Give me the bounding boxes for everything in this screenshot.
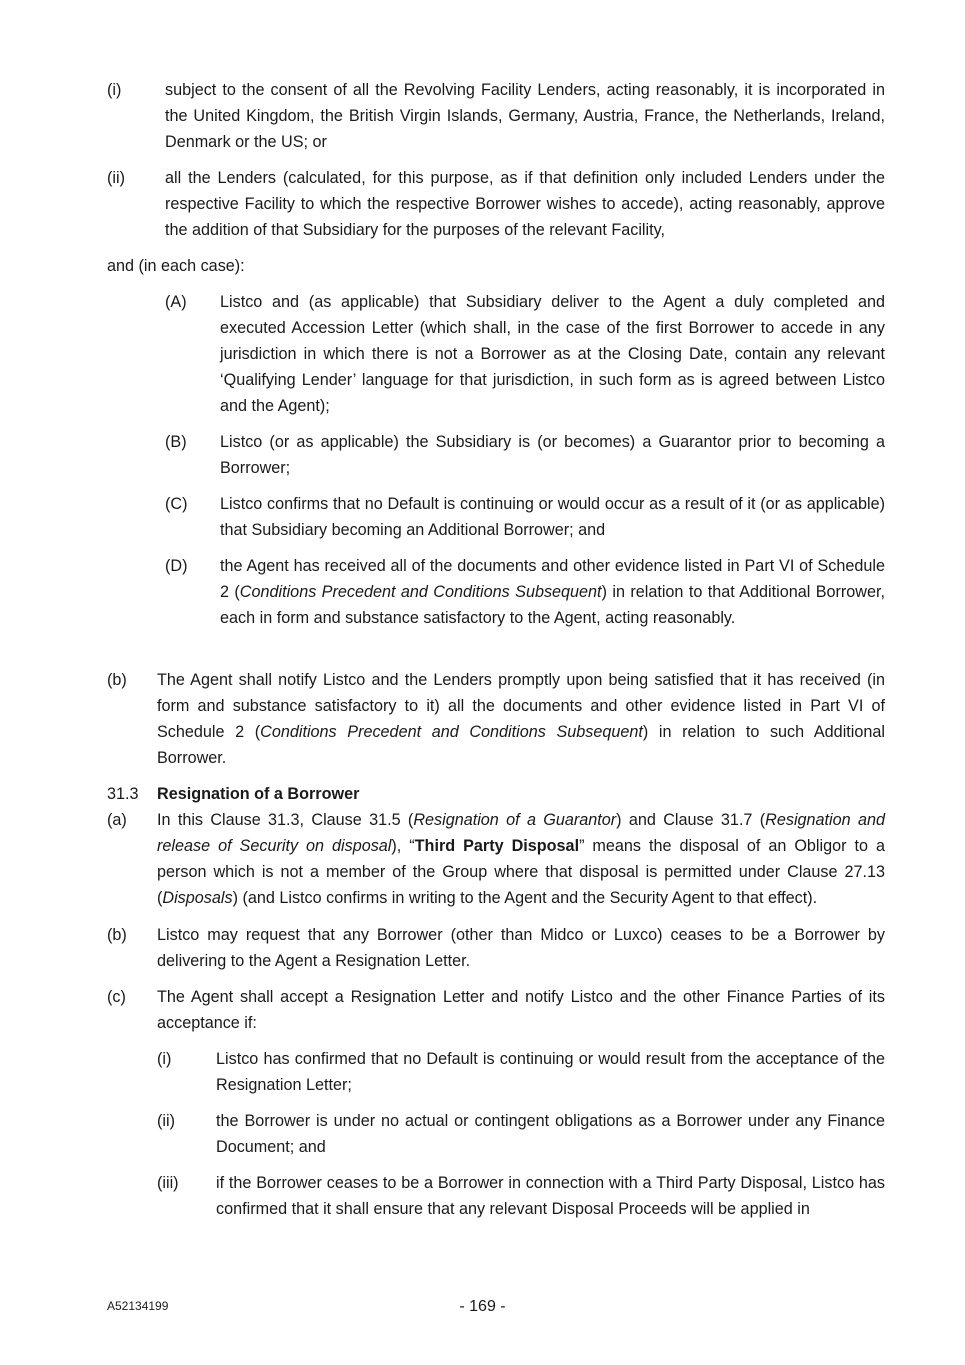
text-run: the Agent has received all of the documents and other evidence listed in Part VI of Schedule 2 ( [220,557,885,601]
item-number: (C) [165,495,188,513]
text-run: ) in relation to such Additional Borrower. [157,723,885,767]
text-run: ) in relation to that Additional Borrower, each in form and substance satisfactory to the Agent, acting reasonably. [220,583,885,627]
page-number: - 169 - [459,1298,506,1315]
item-text [157,667,885,771]
item-number: (b) [107,671,127,689]
item-number: (B) [165,433,187,451]
item-number: (ii) [157,1112,175,1130]
text-run: In this Clause 31.3, Clause 31.5 ( [157,811,414,829]
document-id: A52134199 [107,1299,169,1313]
connector-text: and (in each case): [107,257,245,275]
italic-reference: Conditions Precedent and Conditions Subsequent [260,723,643,741]
item-text: Listco has confirmed that no Default is continuing or would result from the acceptance of the Resignation Letter; [216,1050,885,1094]
item-text [220,553,885,631]
item-text: Listco confirms that no Default is continuing or would occur as a result of it (or as applicable) that Subsidiary becoming an Additional Borrower; and [220,495,885,539]
section-heading [107,781,885,807]
italic-reference: Disposals [162,889,233,907]
item-number: (i) [157,1050,172,1068]
item-text: Listco may request that any Borrower (other than Midco or Luxco) ceases to be a Borrower by delivering to the Agent a Resignation Letter. [157,926,885,970]
italic-reference: Resignation and release of Security on disposal [157,811,885,855]
item-number: (i) [107,81,122,99]
section-title: Resignation of a Borrower [157,785,360,803]
italic-reference: Conditions Precedent and Conditions Subsequent [239,583,602,601]
item-number: (iii) [157,1174,179,1192]
item-text [157,807,885,911]
item-text: all the Lenders (calculated, for this purpose, as if that definition only included Lenders under the respective Facility to which the respective Borrower wishes to accede), acting reasonably, approve the addition of that Subsidiary for the purposes of the relevant Facility, [165,169,885,239]
item-text: subject to the consent of all the Revolving Facility Lenders, acting reasonably, it is incorporated in the United Kingdom, the British Virgin Islands, Germany, Austria, France, the Netherlands, Ireland, Denmark or the US; or [165,81,885,151]
item-number: (b) [107,926,127,944]
item-number: (c) [107,988,126,1006]
item-number: (a) [107,811,127,829]
defined-term: Third Party Disposal [414,837,580,855]
item-text: Listco and (as applicable) that Subsidiary deliver to the Agent a duly completed and executed Accession Letter (which shall, in the case of the first Borrower to accede in any jurisdiction in which there is not a Borrower as at the Closing Date, contain any relevant ‘Qualifying Lender’ language for that jurisdiction, in such form as is agreed between Listco and the Agent); [220,293,885,415]
item-text: The Agent shall accept a Resignation Letter and notify Listco and the other Finance Parties of its acceptance if: [157,988,885,1032]
text-run: ) (and Listco confirms in writing to the Agent and the Security Agent to that effect). [232,889,818,907]
item-text: if the Borrower ceases to be a Borrower in connection with a Third Party Disposal, Listco has confirmed that it shall ensure that any relevant Disposal Proceeds will be applied in [216,1174,885,1218]
item-number: (ii) [107,169,125,187]
item-number: (A) [165,293,187,311]
text-run: ) and Clause 31.7 ( [616,811,766,829]
item-text: the Borrower is under no actual or contingent obligations as a Borrower under any Finance Document; and [216,1112,885,1156]
italic-reference: Resignation of a Guarantor [413,811,617,829]
text-run: ” means the disposal of an Obligor to a person which is not a member of the Group where that disposal is permitted under Clause 27.13 ( [157,837,885,907]
text-run: The Agent shall notify Listco and the Lenders promptly upon being satisfied that it has received (in form and substance satisfactory to it) all the documents and other evidence listed in Part VI of Schedule 2 ( [157,671,885,741]
text-run: ), “ [391,837,415,855]
item-number: (D) [165,557,188,575]
section-number: 31.3 [107,785,139,803]
item-text: Listco (or as applicable) the Subsidiary is (or becomes) a Guarantor prior to becoming a Borrower; [220,433,885,477]
